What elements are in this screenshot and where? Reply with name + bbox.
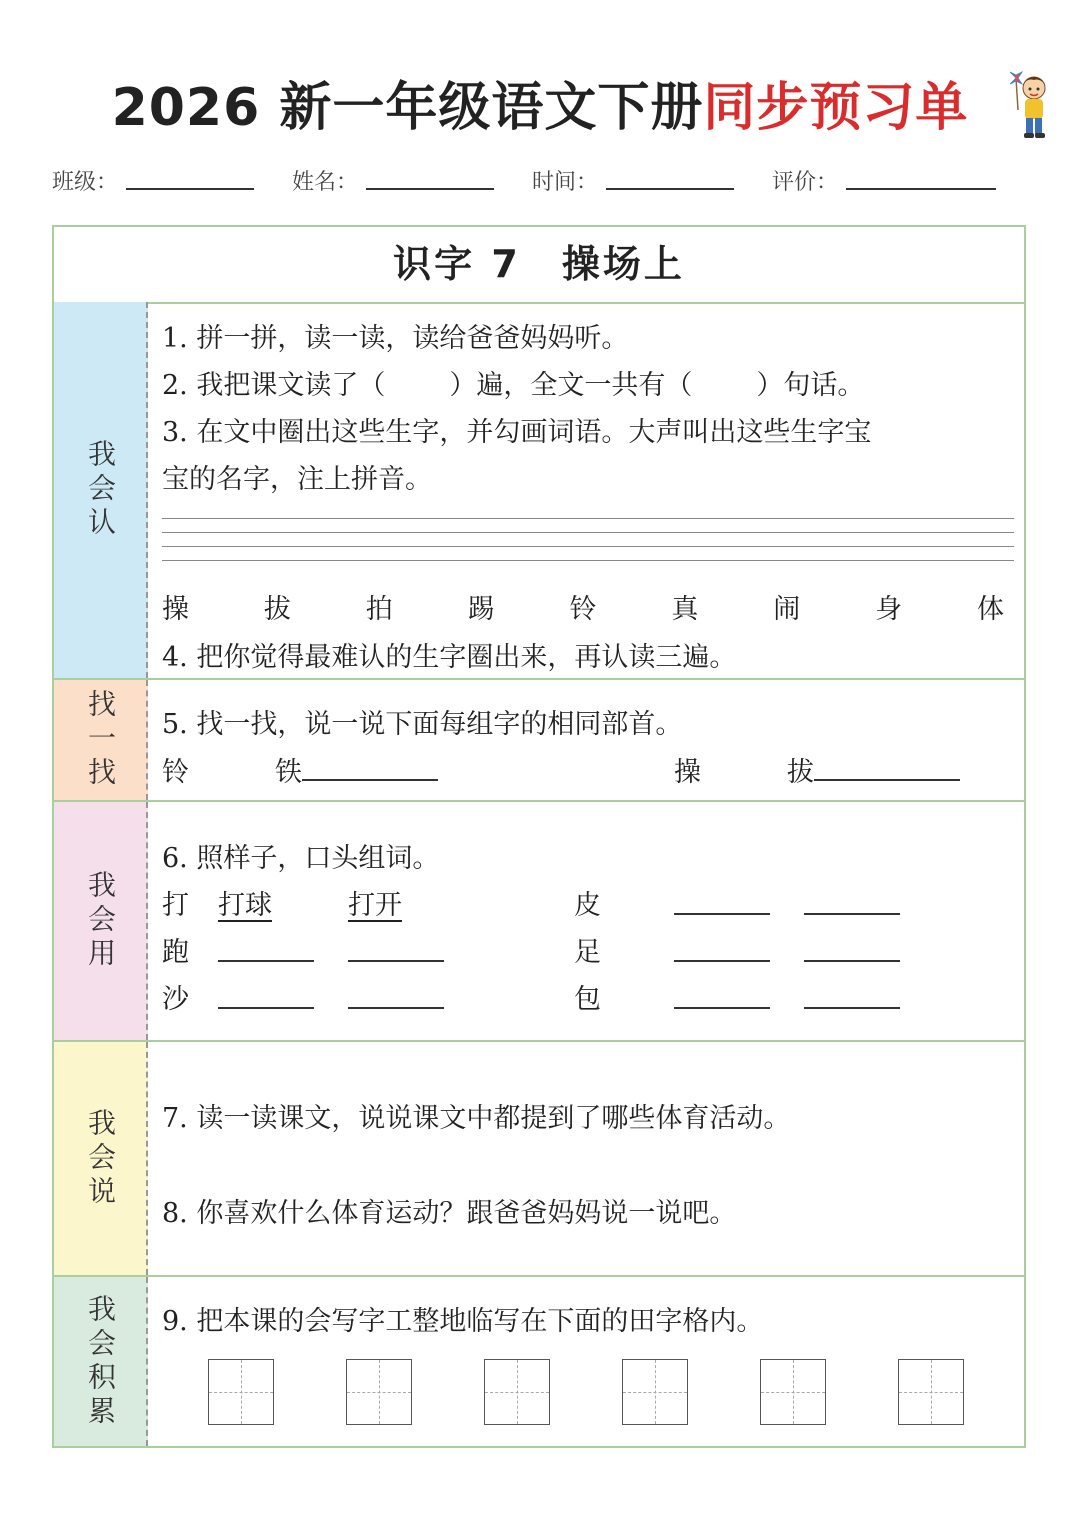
radical-char: 铃 [162,757,189,788]
word-blank[interactable] [804,960,900,962]
radical-group-1 [162,750,438,789]
word-char: 足 [574,937,601,968]
char-item: 闹 [773,594,801,625]
question-4: 4. 把你觉得最难认的生字圈出来，再认读三遍。 [162,642,737,673]
word-blank[interactable] [348,960,444,962]
section-find [54,680,1024,802]
question-2 [162,363,864,402]
radical-char: 铁 [275,757,302,788]
section-label-find: 找一找 [54,680,148,800]
time-blank[interactable] [606,187,734,190]
worksheet-table [52,225,1026,1448]
word-blank[interactable] [674,960,770,962]
char-item: 拔 [263,594,291,625]
radical-blank-1[interactable] [302,779,438,781]
word-blank[interactable] [804,913,900,915]
example-char: 打 [162,890,189,921]
question-2-part2: ）遍，全文一共有（ [449,370,693,401]
question-7: 7. 读一读课文，说说课文中都提到了哪些体育活动。 [162,1103,791,1134]
tian-grid-cell[interactable] [346,1359,412,1425]
title-black: 2026 新一年级语文下册 [111,78,704,138]
title-red: 同步预习单 [703,78,969,138]
word-blank[interactable] [804,1007,900,1009]
question-6: 6. 照样子，口头组词。 [162,843,440,874]
section-label-speak: 我会说 [54,1042,148,1275]
new-characters-row [162,587,1004,626]
question-5: 5. 找一找，说一说下面每组字的相同部首。 [162,709,683,740]
name-field[interactable] [292,160,494,196]
question-3-line1: 3. 在文中圈出这些生字，并勾画词语。大声叫出这些生字宝 [162,417,872,448]
section-label-recognize: 我会认 [54,302,148,678]
question-8: 8. 你喜欢什么体育运动？跟爸爸妈妈说一说吧。 [162,1198,737,1229]
word-char: 皮 [574,890,601,921]
tian-grid-cell[interactable] [760,1359,826,1425]
class-blank[interactable] [126,187,254,190]
time-label: 时间： [532,170,599,195]
example-word: 打球 [218,890,272,921]
tian-grid-row [208,1359,970,1429]
question-1: 1. 拼一拼，读一读，读给爸爸妈妈听。 [162,323,629,354]
question-2-part1: 2. 我把课文读了（ [162,370,386,401]
tian-grid-cell[interactable] [622,1359,688,1425]
recognize-body [162,302,1014,678]
section-accumulate [54,1277,1024,1446]
char-item: 踢 [467,594,495,625]
word-blank[interactable] [348,1007,444,1009]
section-use [54,802,1024,1042]
char-item: 体 [977,594,1004,625]
section-speak [54,1042,1024,1277]
class-field[interactable] [52,160,254,196]
page-title [0,68,1080,148]
tian-grid-cell[interactable] [208,1359,274,1425]
tian-grid-cell[interactable] [898,1359,964,1425]
word-char: 跑 [162,937,189,968]
pinyin-writing-lines[interactable] [162,518,1014,564]
radical-char: 拔 [787,757,814,788]
word-blank[interactable] [218,960,314,962]
kid-with-pinwheel-icon [1004,70,1060,146]
word-blank[interactable] [674,1007,770,1009]
class-label: 班级： [52,170,119,195]
evaluation-label: 评价： [772,170,839,195]
evaluation-blank[interactable] [846,187,996,190]
question-9: 9. 把本课的会写字工整地临写在下面的田字格内。 [162,1306,764,1337]
char-item: 拍 [365,594,393,625]
find-body [162,680,1014,800]
example-word: 打开 [348,890,402,921]
radical-char: 操 [674,757,701,788]
tian-grid-cell[interactable] [484,1359,550,1425]
char-item: 真 [671,594,699,625]
radical-blank-2[interactable] [814,779,960,781]
radical-group-2 [674,750,960,789]
word-char: 包 [574,984,601,1015]
time-field[interactable] [532,160,734,196]
word-blank[interactable] [218,1007,314,1009]
char-item: 身 [875,594,903,625]
question-2-part3: ）句话。 [756,370,865,401]
char-item: 操 [162,594,189,625]
section-label-accumulate: 我会积累 [54,1277,148,1446]
word-char: 沙 [162,984,189,1015]
char-item: 铃 [569,594,597,625]
use-body [162,802,1014,1040]
section-label-use: 我会用 [54,802,148,1040]
question-3-line2: 宝的名字，注上拼音。 [162,464,432,495]
word-blank[interactable] [674,913,770,915]
lesson-title: 识字 7 操场上 [54,227,1024,304]
name-blank[interactable] [366,187,494,190]
evaluation-field[interactable] [772,160,996,196]
speak-body [162,1042,1014,1275]
section-recognize [54,302,1024,680]
name-label: 姓名： [292,170,359,195]
student-info-row [52,160,1022,196]
